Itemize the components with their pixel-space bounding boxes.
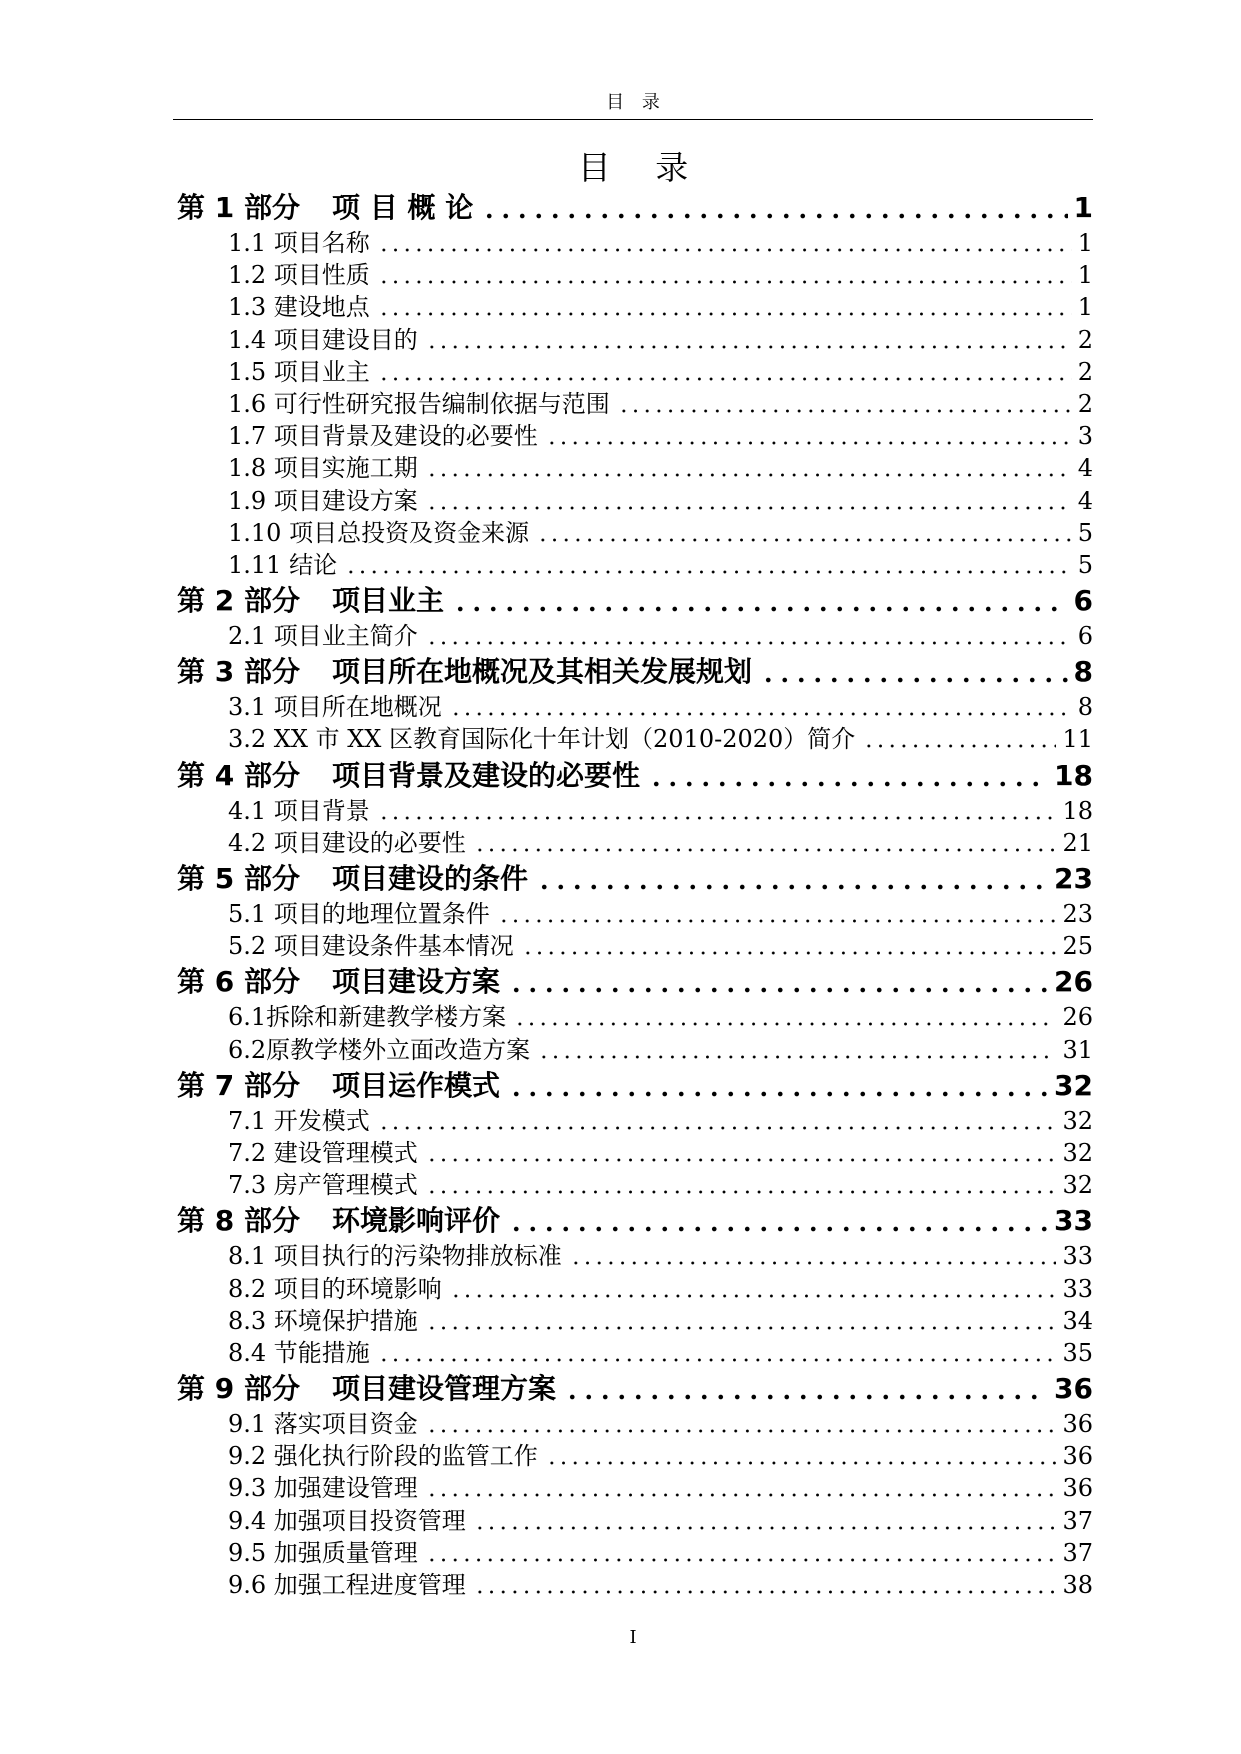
section-label: 8.2 项目的环境影响 [228, 1274, 442, 1303]
leader-dots [426, 1305, 1057, 1337]
chapter-title: 项目业主 [331, 584, 444, 618]
section-label: 1.9 项目建设方案 [228, 486, 418, 515]
toc-page-number: 2 [1077, 357, 1093, 386]
section-label: 1.1 项目名称 [228, 229, 370, 257]
leader-dots [538, 1034, 1056, 1066]
section-label: 8.4 节能措施 [228, 1338, 370, 1367]
section-label: 4.1 项目背景 [228, 796, 370, 825]
toc-section-entry [177, 1337, 1093, 1369]
toc-section-entry [177, 1305, 1093, 1337]
leader-dots [546, 1440, 1057, 1472]
section-label: 9.1 落实项目资金 [228, 1410, 418, 1439]
chapter-title: 项目建设管理方案 [331, 1372, 556, 1406]
section-label: 5.2 项目建设条件基本情况 [228, 932, 514, 961]
toc-section-entry [177, 1472, 1093, 1504]
leader-dots [522, 930, 1057, 962]
leader-dots [474, 1569, 1057, 1601]
toc-page-number: 32 [1062, 1106, 1093, 1135]
toc-page-number: 26 [1062, 1003, 1093, 1032]
section-label: 3.2 XX 市 XX 区教育国际化十年计划（2010-2020）简介 [228, 725, 856, 754]
toc-chapter-entry [177, 962, 1093, 1001]
toc-chapter-entry [177, 188, 1093, 227]
toc-page-number: 2 [1077, 325, 1093, 354]
toc-page-number: 4 [1077, 486, 1093, 515]
chapter-number: 第 1 部分 [177, 191, 300, 224]
toc-chapter-entry [177, 756, 1093, 795]
chapter-title: 项目建设的条件 [331, 862, 528, 895]
toc-page-number: 11 [1062, 725, 1093, 754]
leader-dots [450, 691, 1072, 723]
toc-section-entry [177, 517, 1093, 549]
toc-page-number: 31 [1062, 1035, 1093, 1064]
toc-section-entry [177, 259, 1093, 291]
toc-section-entry [177, 549, 1093, 581]
section-label: 1.4 项目建设目的 [228, 325, 418, 354]
section-label: 7.2 建设管理模式 [228, 1138, 418, 1167]
leader-dots [508, 1201, 1048, 1240]
toc-section-entry [177, 827, 1093, 859]
toc-section-entry [177, 1440, 1093, 1472]
toc-chapter-entry [177, 1066, 1093, 1105]
toc-page-number: 32 [1062, 1171, 1093, 1200]
leader-dots [378, 259, 1072, 291]
chapter-number: 第 6 部分 [177, 965, 300, 999]
toc-section-entry [177, 356, 1093, 388]
footer-page-number: I [629, 1627, 637, 1648]
leader-dots [536, 859, 1048, 898]
toc-section-entry [177, 1137, 1093, 1169]
leader-dots [537, 517, 1072, 549]
toc-section-entry [177, 1408, 1093, 1440]
toc-page-number: 25 [1062, 932, 1093, 961]
section-label: 3.1 项目所在地概况 [228, 693, 442, 722]
toc-page-number: 23 [1062, 900, 1093, 928]
toc-chapter-entry [177, 1201, 1093, 1240]
toc-page-number: 33 [1062, 1274, 1093, 1303]
leader-dots [378, 356, 1072, 388]
toc-section-entry [177, 452, 1093, 484]
toc-section-entry [177, 898, 1093, 930]
toc-section-entry [177, 1537, 1093, 1569]
toc-section-entry [177, 227, 1093, 259]
leader-dots [426, 324, 1072, 356]
leader-dots [426, 485, 1072, 517]
toc-section-entry [177, 795, 1093, 827]
section-label: 1.2 项目性质 [228, 261, 370, 290]
toc-page-number: 37 [1062, 1506, 1093, 1535]
toc-page-number: 32 [1054, 1068, 1093, 1102]
section-label: 9.6 加强工程进度管理 [228, 1571, 466, 1599]
chapter-number: 第 8 部分 [177, 1204, 300, 1238]
toc-section-entry [177, 1569, 1093, 1601]
toc-page-number: 36 [1062, 1474, 1093, 1503]
toc-section-entry [177, 1240, 1093, 1272]
header-rule [173, 119, 1093, 120]
leader-dots [481, 188, 1067, 227]
toc-page-number: 32 [1062, 1138, 1093, 1167]
toc-page-number: 38 [1062, 1571, 1093, 1599]
section-label: 7.3 房产管理模式 [228, 1171, 418, 1200]
chapter-number: 第 3 部分 [177, 655, 300, 689]
chapter-title: 项目背景及建设的必要性 [331, 758, 640, 792]
toc-section-entry [177, 1034, 1093, 1066]
running-header: 目 录 [606, 92, 666, 113]
section-label: 9.3 加强建设管理 [228, 1474, 418, 1503]
section-label: 8.3 环境保护措施 [228, 1306, 418, 1335]
toc-list [177, 188, 1093, 1601]
toc-page-number: 34 [1062, 1306, 1093, 1335]
toc-section-entry [177, 620, 1093, 652]
toc-section-entry [177, 1169, 1093, 1201]
leader-dots [426, 620, 1072, 652]
section-label: 7.1 开发模式 [228, 1106, 370, 1135]
leader-dots [546, 420, 1072, 452]
section-label: 2.1 项目业主简介 [228, 622, 418, 651]
toc-section-entry [177, 723, 1093, 755]
chapter-title: 项目所在地概况及其相关发展规划 [331, 655, 752, 689]
leader-dots [378, 1105, 1057, 1137]
toc-page-number: 4 [1077, 454, 1093, 483]
leader-dots [426, 452, 1072, 484]
toc-chapter-entry [177, 581, 1093, 620]
toc-page-number: 5 [1077, 518, 1093, 547]
leader-dots [474, 1505, 1057, 1537]
toc-page-number: 21 [1062, 828, 1093, 857]
section-label: 1.6 可行性研究报告编制依据与范围 [228, 389, 610, 418]
toc-page-number: 6 [1073, 584, 1093, 618]
toc-chapter-entry [177, 652, 1093, 691]
section-label: 4.2 项目建设的必要性 [228, 828, 466, 857]
section-label: 1.3 建设地点 [228, 293, 370, 322]
leader-dots [618, 388, 1072, 420]
toc-page-number: 8 [1073, 655, 1093, 689]
toc-page-number: 35 [1062, 1338, 1093, 1367]
toc-section-entry [177, 324, 1093, 356]
section-label: 9.5 加强质量管理 [228, 1538, 418, 1567]
leader-dots [452, 581, 1068, 620]
leader-dots [508, 1066, 1048, 1105]
toc-page-number: 1 [1077, 261, 1093, 290]
section-label: 1.8 项目实施工期 [228, 454, 418, 483]
toc-page-number: 36 [1062, 1410, 1093, 1439]
chapter-number: 第 9 部分 [177, 1372, 300, 1406]
toc-chapter-entry [177, 1369, 1093, 1408]
toc-page-number: 5 [1077, 550, 1093, 579]
leader-dots [760, 652, 1068, 691]
toc-page-number: 33 [1062, 1242, 1093, 1271]
toc-section-entry [177, 1105, 1093, 1137]
toc-page-number: 8 [1077, 693, 1093, 722]
leader-dots [564, 1369, 1048, 1408]
toc-section-entry [177, 388, 1093, 420]
toc-page-number: 23 [1054, 862, 1093, 895]
chapter-number: 第 4 部分 [177, 758, 300, 792]
section-label: 9.2 强化执行阶段的监管工作 [228, 1442, 538, 1471]
toc-page-number: 37 [1062, 1538, 1093, 1567]
leader-dots [450, 1273, 1057, 1305]
chapter-number: 第 5 部分 [177, 862, 300, 895]
toc-page-number: 33 [1054, 1204, 1093, 1238]
leader-dots [426, 1472, 1057, 1504]
leader-dots [863, 723, 1056, 755]
toc-section-entry [177, 1001, 1093, 1033]
chapter-number: 第 7 部分 [177, 1068, 300, 1102]
leader-dots [648, 756, 1048, 795]
chapter-title: 项目运作模式 [331, 1068, 500, 1102]
toc-page-number: 36 [1062, 1442, 1093, 1471]
toc-page-number: 18 [1062, 796, 1093, 825]
section-label: 6.2原教学楼外立面改造方案 [228, 1035, 531, 1064]
toc-chapter-entry [177, 859, 1093, 898]
toc-section-entry [177, 1505, 1093, 1537]
leader-dots [426, 1408, 1057, 1440]
section-label: 1.10 项目总投资及资金来源 [228, 518, 530, 547]
section-label: 9.4 加强项目投资管理 [228, 1506, 466, 1535]
leader-dots [378, 1337, 1057, 1369]
leader-dots [508, 962, 1048, 1001]
toc-page-number: 6 [1077, 622, 1093, 651]
leader-dots [426, 1169, 1057, 1201]
section-label: 5.1 项目的地理位置条件 [228, 900, 490, 928]
section-label: 6.1拆除和新建教学楼方案 [228, 1003, 507, 1032]
chapter-title: 项 目 概 论 [331, 191, 474, 224]
section-label: 8.1 项目执行的污染物排放标准 [228, 1242, 562, 1271]
toc-page-number: 36 [1054, 1372, 1093, 1406]
chapter-title: 项目建设方案 [331, 965, 500, 999]
toc-page-number: 18 [1054, 758, 1093, 792]
toc-section-entry [177, 691, 1093, 723]
leader-dots [498, 898, 1057, 930]
section-label: 1.11 结论 [228, 550, 338, 579]
toc-section-entry [177, 420, 1093, 452]
chapter-number: 第 2 部分 [177, 584, 300, 618]
leader-dots [345, 549, 1072, 581]
leader-dots [378, 227, 1072, 259]
chapter-title: 环境影响评价 [331, 1204, 500, 1238]
toc-page-number: 2 [1077, 389, 1093, 418]
leader-dots [378, 291, 1072, 323]
toc-page-number: 1 [1077, 229, 1093, 257]
toc-section-entry [177, 930, 1093, 962]
toc-section-entry [177, 291, 1093, 323]
leader-dots [426, 1137, 1057, 1169]
toc-page-number: 26 [1054, 965, 1093, 999]
toc-page-number: 1 [1073, 191, 1093, 224]
toc-page-number: 3 [1077, 422, 1093, 451]
section-label: 1.7 项目背景及建设的必要性 [228, 422, 538, 451]
toc-title: 目 录 [577, 148, 706, 187]
leader-dots [570, 1240, 1057, 1272]
section-label: 1.5 项目业主 [228, 357, 370, 386]
leader-dots [426, 1537, 1057, 1569]
leader-dots [378, 795, 1057, 827]
leader-dots [514, 1001, 1056, 1033]
toc-section-entry [177, 485, 1093, 517]
leader-dots [474, 827, 1057, 859]
toc-section-entry [177, 1273, 1093, 1305]
toc-page-number: 1 [1077, 293, 1093, 322]
